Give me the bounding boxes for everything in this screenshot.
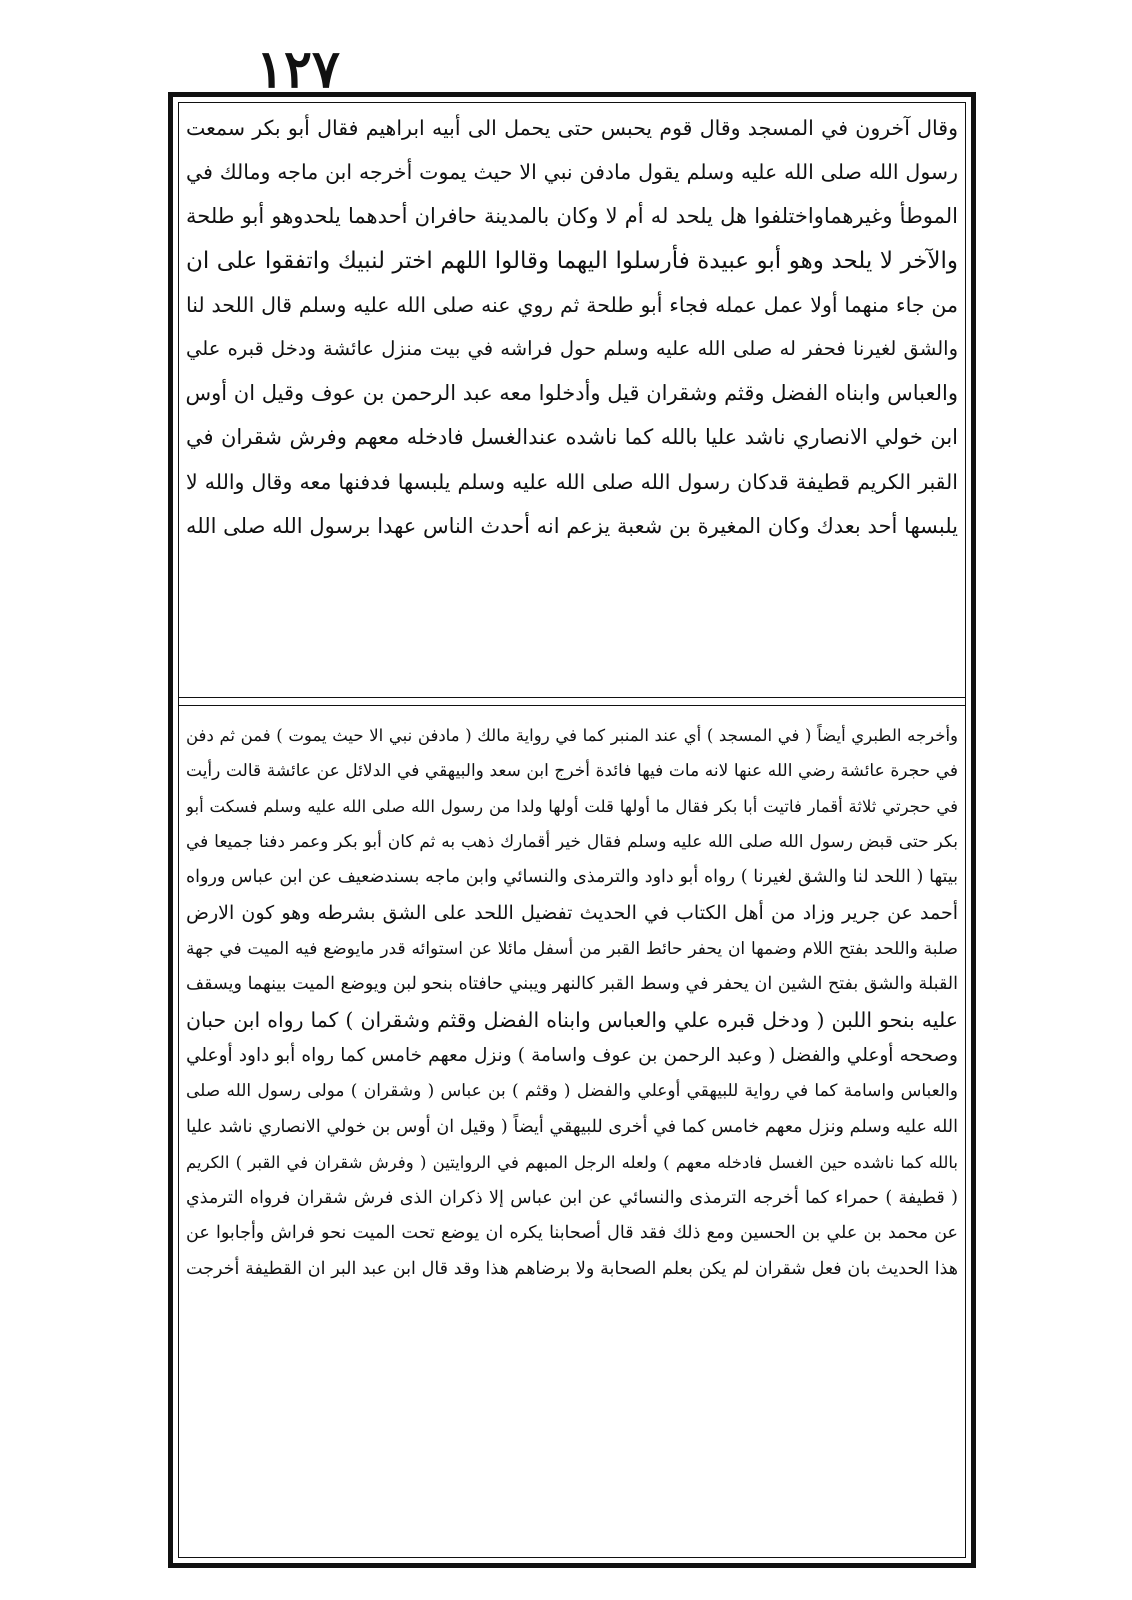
commentary-line: هذا الحديث بان فعل شقران لم يكن بعلم الصحابة ولا برضاهم هذا وقد قال ابن عبد البر ان القطيفة أخرجت: [186, 1258, 958, 1279]
commentary-line: وأخرجه الطبري أيضاً ( في المسجد ) أي عند المنبر كما في رواية مالك ( مادفن نبي الا حيث يموت ) فمن ثم دفن: [186, 726, 958, 745]
commentary-line: في حجرة عائشة رضي الله عنها لانه مات فيها فائدة أخرج ابن سعد والبيهقي في الدلائل عن عائشة قالت رأيت: [186, 760, 958, 781]
main-text-line: يلبسها أحد بعدك وكان المغيرة بن شعبة يزعم انه أحدث الناس عهدا برسول الله صلى الله: [186, 513, 958, 538]
commentary-line: ( قطيفة ) حمراء كما أخرجه الترمذى والنسائي عن ابن عباس إلا ذكران الذى فرش شقران فرواه الترمذي: [186, 1187, 958, 1208]
main-text-line: والعباس وابناه الفضل وقثم وشقران قيل وأدخلوا معه عبد الرحمن بن عوف وقيل ان أوس: [186, 381, 958, 406]
commentary-block: [186, 718, 958, 1548]
commentary-line: عن محمد بن علي بن الحسين ومع ذلك فقد قال أصحابنا يكره ان يوضع تحت الميت نحو فراش وأجابوا عن: [186, 1223, 958, 1244]
commentary-line: في حجرتي ثلاثة أقمار فاتيت أبا بكر فقال ما أولها قلت أولها ولدا من رسول الله صلى الله عليه وسلم فسكت أبو: [186, 797, 958, 817]
main-text-block: [186, 106, 958, 686]
main-text-line: من جاء منهما أولا عمل عمله فجاء أبو طلحة ثم روي عنه صلى الله عليه وسلم قال اللحد لنا: [186, 292, 958, 317]
main-text-line: والآخر لا يلحد وهو أبو عبيدة فأرسلوا اليهما وقالوا اللهم اختر لنبيك واتفقوا على ان: [186, 247, 958, 274]
commentary-line: بكر حتى قبض رسول الله صلى الله عليه وسلم فقال خير أقمارك ذهب به ثم كان أبو بكر وعمر دفنا جميعا في: [186, 831, 958, 852]
main-text-line: الموطأ وغيرهماواختلفوا هل يلحد له أم لا وكان بالمدينة حافران أحدهما يلحدوهو أبو طلحة: [186, 204, 958, 229]
commentary-line: والعباس واسامة كما في رواية للبيهقي أوعلي والفضل ( وقثم ) بن عباس ( وشقران ) مولى رسول الله صلى: [186, 1080, 958, 1101]
main-text-line: والشق لغيرنا فحفر له صلى الله عليه وسلم حول فراشه في بيت منزل عائشة ودخل قبره علي: [186, 337, 958, 361]
main-text-line: وقال آخرون في المسجد وقال قوم يحبس حتى يحمل الى أبيه ابراهيم فقال أبو بكر سمعت: [186, 116, 958, 140]
main-text-line: ابن خولي الانصاري ناشد عليا بالله كما ناشده عندالغسل فادخله معهم وفرش شقران في: [186, 425, 958, 450]
main-text-line: القبر الكريم قطيفة قدكان رسول الله صلى الله عليه وسلم يلبسها فدفنها معه وقال والله لا: [186, 469, 958, 494]
page-number: ١٢٧: [256, 39, 340, 100]
commentary-line: صلبة واللحد بفتح اللام وضمها ان يحفر حائط القبر من أسفل مائلا عن استوائه قدر مايوضع فيه الميت في جهة: [186, 938, 958, 959]
commentary-line: بيتها ( اللحد لنا والشق لغيرنا ) رواه أبو داود والترمذى والنسائي وابن ماجه بسندضعيف عن ابن عباس ورواه: [186, 867, 958, 888]
section-divider-bottom: [178, 705, 966, 706]
commentary-line: عليه بنحو اللبن ( ودخل قبره علي والعباس وابناه الفضل وقثم وشقران ) كما رواه ابن حبان: [186, 1007, 958, 1032]
commentary-line: أحمد عن جرير وزاد من أهل الكتاب في الحديث تفضيل اللحد على الشق بشرطه وهو كون الارض: [186, 901, 958, 924]
commentary-line: الله عليه وسلم ونزل معهم خامس كما في أخرى للبيهقي أيضاً ( وقيل ان أوس بن خولي الانصاري ناشد عليا: [186, 1116, 958, 1137]
commentary-line: بالله كما ناشده حين الغسل فادخله معهم ) ولعله الرجل المبهم في الروايتين ( وفرش شقران في القبر ) الكريم: [186, 1153, 958, 1173]
commentary-line: وصححه أوعلي والفضل ( وعبد الرحمن بن عوف واسامة ) ونزل معهم خامس كما رواه أبو داود أوعلي: [186, 1045, 958, 1067]
commentary-line: القبلة والشق بفتح الشين ان يحفر في وسط القبر كالنهر ويبني حافتاه بنحو لبن ويوضع الميت بينهما ويسقف: [186, 974, 958, 995]
section-divider-top: [178, 697, 966, 698]
main-text-line: رسول الله صلى الله عليه وسلم يقول مادفن نبي الا حيث يموت أخرجه ابن ماجه ومالك في: [186, 160, 958, 185]
